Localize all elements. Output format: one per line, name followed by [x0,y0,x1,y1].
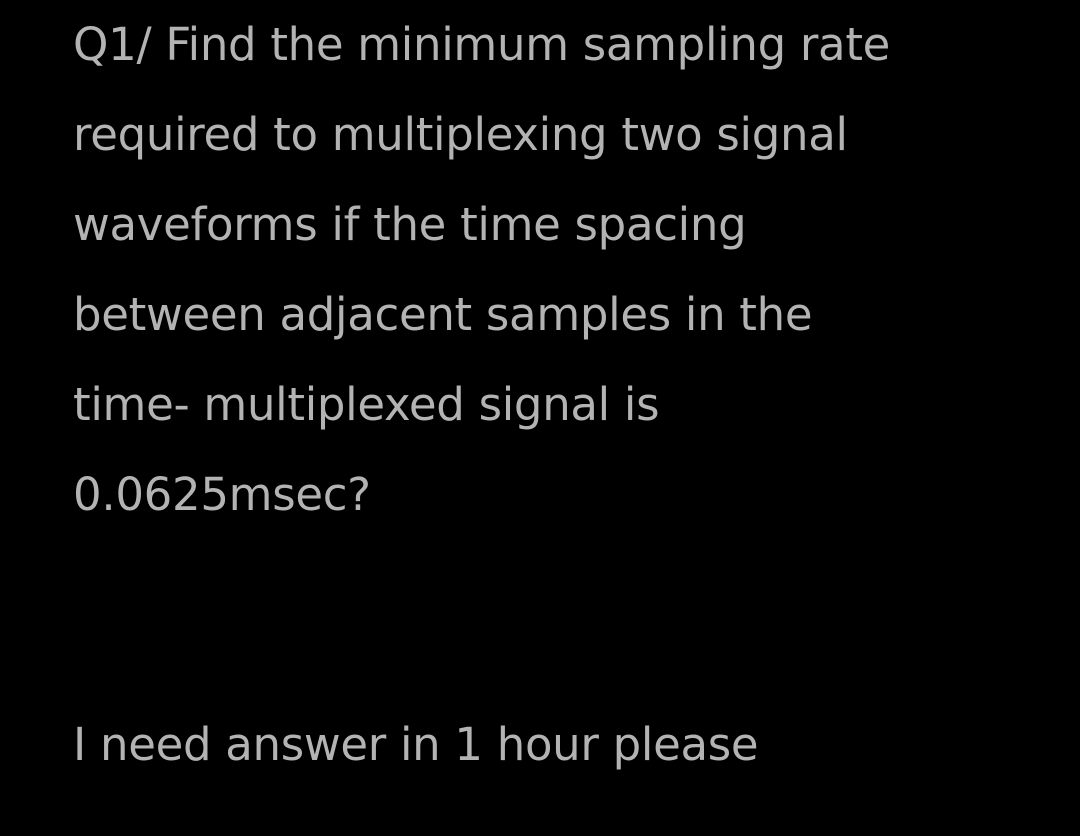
spacer [73,540,1063,700]
question-line: time- multiplexed signal is [73,378,660,431]
question-line: 0.0625msec? [73,468,371,521]
question-line: Q1/ Find the minimum sampling rate [73,18,891,71]
question-line: between adjacent samples in the [73,288,813,341]
question-line: waveforms if the time spacing [73,198,747,251]
request-text: I need answer in 1 hour please [73,718,759,771]
question-line: required to multiplexing two signal [73,108,848,161]
message-body [73,0,1063,790]
question-text [73,0,1063,540]
